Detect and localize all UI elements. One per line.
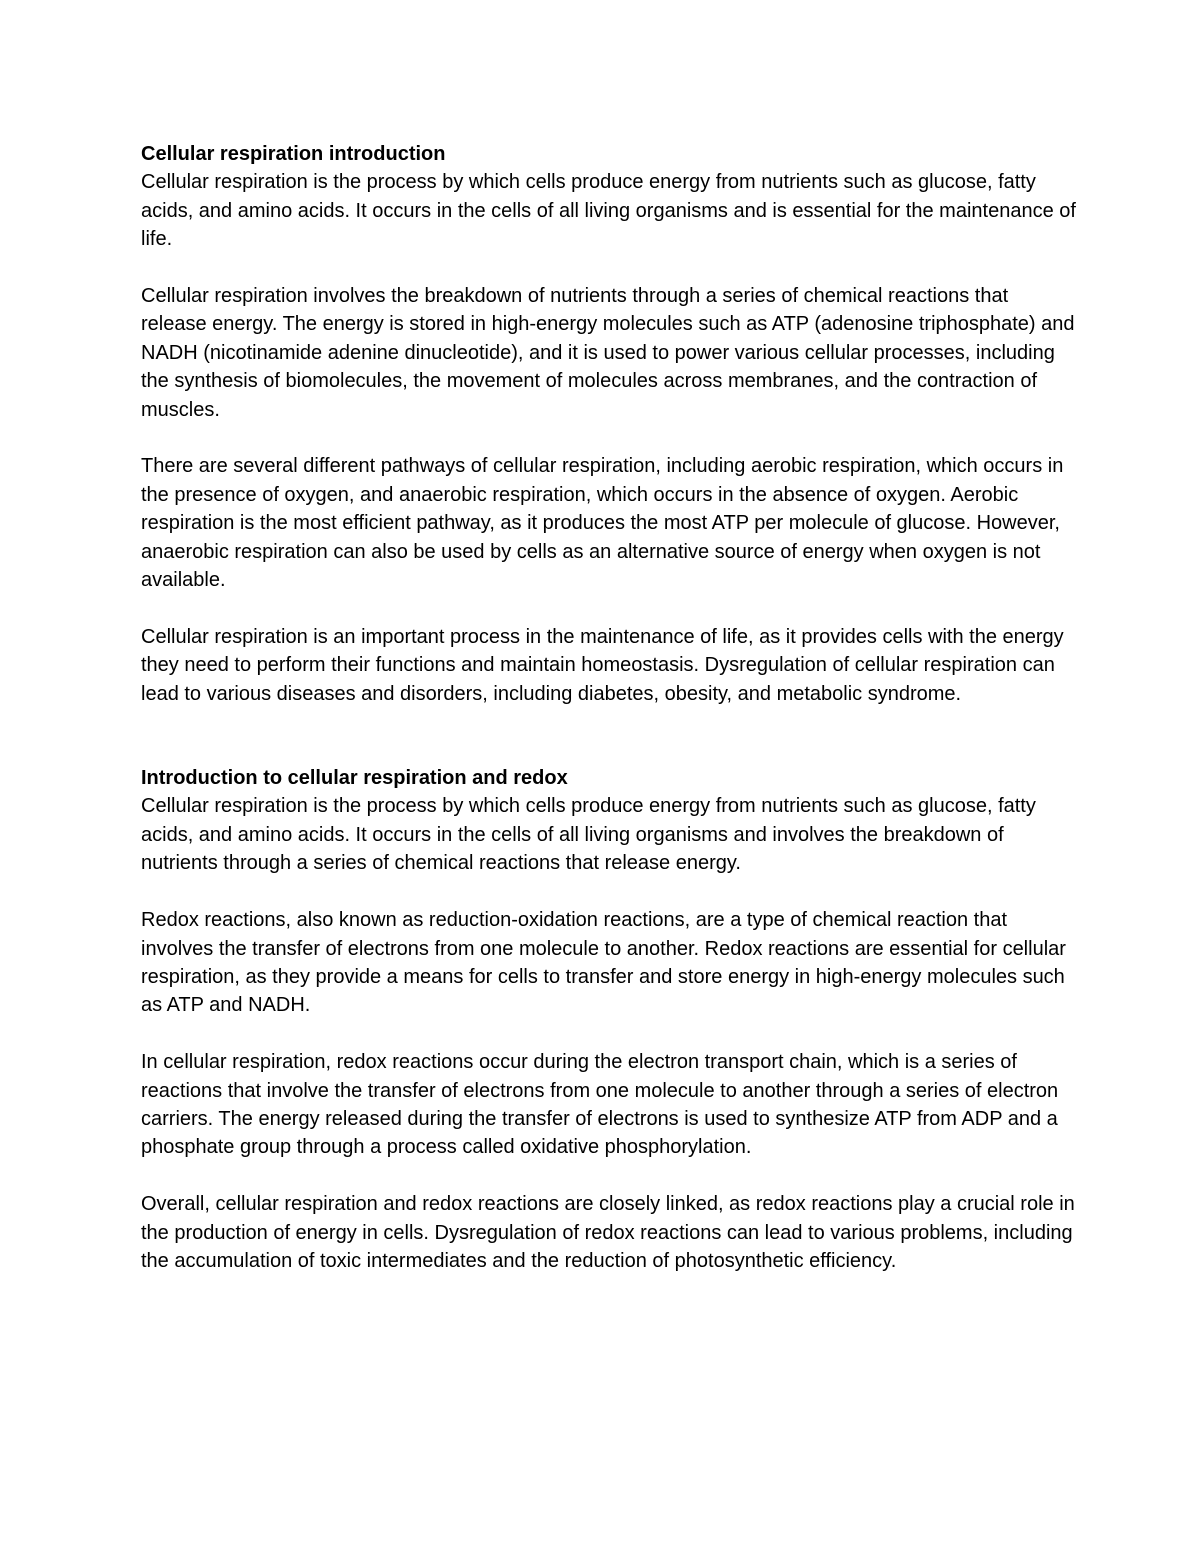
section-heading: Cellular respiration introduction xyxy=(141,143,446,165)
paragraph: Redox reactions, also known as reduction-oxidation reactions, are a type of chemical reaction that involves the transfer of electrons from one molecule to another. Redox reactions are essential for cellular respiration, as they provide a means for cells to transfer and store energy in high-energy molecules such as ATP and NADH. xyxy=(141,909,1066,1017)
section-cellular-respiration-introduction xyxy=(141,140,1076,708)
document-body xyxy=(141,140,1076,1275)
paragraph: Cellular respiration is an important process in the maintenance of life, as it provides cells with the energy they need to perform their functions and maintain homeostasis. Dysregulation of cellular respiration can lead to various diseases and disorders, including diabetes, obesity, and metabolic syndrome. xyxy=(141,625,1064,705)
paragraph: Cellular respiration is the process by which cells produce energy from nutrients such as glucose, fatty acids, and amino acids. It occurs in the cells of all living organisms and involves the breakdown of nutrients through a series of chemical reactions that release energy. xyxy=(141,795,1036,875)
paragraph: In cellular respiration, redox reactions occur during the electron transport chain, which is a series of reactions that involve the transfer of electrons from one molecule to another through a series of electron carriers. The energy released during the transfer of electrons is used to synthesize ATP from ADP and a phosphate group through a process called oxidative phosphorylation. xyxy=(141,1051,1059,1159)
paragraph: Cellular respiration involves the breakdown of nutrients through a series of chemical reactions that release energy. The energy is stored in high-energy molecules such as ATP (adenosine triphosphate) and NADH (nicotinamide adenine dinucleotide), and it is used to power various cellular processes, including the synthesis of biomolecules, the movement of molecules across membranes, and the contraction of muscles. xyxy=(141,285,1075,421)
section-cellular-respiration-and-redox xyxy=(141,764,1076,1275)
section-heading: Introduction to cellular respiration and redox xyxy=(141,767,568,790)
paragraph: Overall, cellular respiration and redox reactions are closely linked, as redox reactions play a crucial role in the production of energy in cells. Dysregulation of redox reactions can lead to various problems, including the accumulation of toxic intermediates and the reduction of photosynthetic efficiency. xyxy=(141,1193,1075,1272)
paragraph: There are several different pathways of cellular respiration, including aerobic respiration, which occurs in the presence of oxygen, and anaerobic respiration, which occurs in the absence of oxygen. Aerobic respiration is the most efficient pathway, as it produces the most ATP per molecule of glucose. However, anaerobic respiration can also be used by cells as an alternative source of energy when oxygen is not available. xyxy=(141,455,1064,592)
paragraph: Cellular respiration is the process by which cells produce energy from nutrients such as glucose, fatty acids, and amino acids. It occurs in the cells of all living organisms and is essential for the maintenance of life. xyxy=(141,171,1076,251)
